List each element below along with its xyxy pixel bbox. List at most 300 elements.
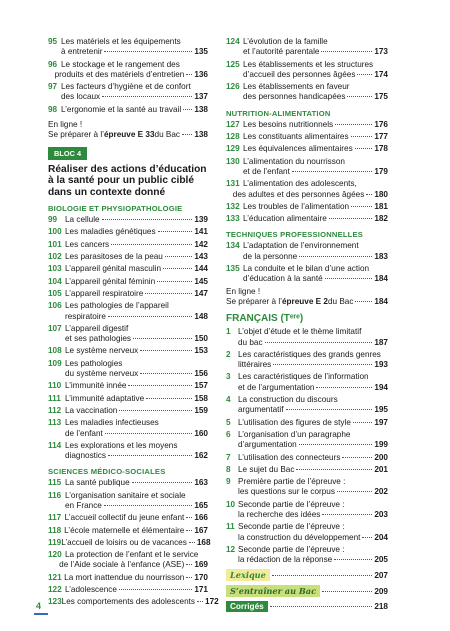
francais-sup: (Tᵉʳᵉ) bbox=[280, 313, 304, 325]
toc-entry-page: 174 bbox=[374, 69, 388, 79]
toc-entry-line bbox=[226, 440, 388, 450]
dot-leader bbox=[335, 124, 372, 125]
toc-entry[interactable] bbox=[226, 430, 388, 451]
toc-entry-line bbox=[48, 418, 208, 428]
toc-entry-page: 170 bbox=[194, 572, 208, 582]
toc-entry-page: 169 bbox=[194, 560, 208, 570]
toc-entry-title: Les équivalences alimentaires bbox=[243, 144, 353, 154]
toc-entry-title: L’adolescence bbox=[65, 585, 117, 595]
dot-leader bbox=[146, 398, 192, 399]
toc-entry-number: 130 bbox=[226, 156, 240, 166]
dot-leader bbox=[351, 206, 372, 207]
toc-entry-page: 136 bbox=[194, 69, 208, 79]
bloc-title: Réaliser des actions d’éducation à la santé pour un public ciblé dans un contexte donné bbox=[48, 163, 207, 198]
toc-entry[interactable] bbox=[48, 60, 208, 81]
toc-entry-title: Les troubles de l’alimentation bbox=[243, 201, 350, 211]
toc-entry-title: Les matériels et les équipements bbox=[61, 37, 181, 46]
toc-entry-page: 141 bbox=[194, 227, 208, 237]
toc-entry-number: 3 bbox=[226, 372, 231, 382]
dot-leader bbox=[299, 444, 373, 445]
toc-entry-page: 158 bbox=[194, 393, 208, 403]
dot-leader bbox=[183, 109, 192, 110]
toc-entry[interactable] bbox=[48, 289, 208, 299]
toc-entry-page: 143 bbox=[194, 252, 208, 262]
toc-entry-page: 207 bbox=[374, 571, 388, 581]
toc-entry-line bbox=[48, 47, 208, 57]
toc-entry-number: 9 bbox=[226, 477, 231, 487]
toc-entry-page: 166 bbox=[194, 513, 208, 523]
toc-entry[interactable] bbox=[226, 214, 388, 224]
toc-entry-line bbox=[226, 405, 388, 415]
toc-entry-title: Les maladies génétiques bbox=[65, 227, 156, 237]
toc-entry[interactable] bbox=[48, 381, 208, 391]
toc-entry-line bbox=[48, 537, 211, 548]
dot-leader bbox=[140, 350, 192, 351]
toc-entry-line bbox=[226, 202, 388, 212]
toc-entry-number: 116 bbox=[48, 490, 62, 500]
toc-entry-page: 197 bbox=[374, 417, 388, 427]
toc-entry-page: 176 bbox=[374, 119, 388, 129]
toc-entry-number: 8 bbox=[226, 464, 231, 474]
toc-group-social-cont bbox=[226, 37, 388, 103]
toc-entry[interactable] bbox=[226, 395, 388, 416]
toc-entry-title: L’ergonomie et la santé au travail bbox=[61, 104, 182, 114]
dot-leader bbox=[329, 218, 373, 219]
toc-entry-page: 193 bbox=[374, 360, 388, 370]
toc-entry-title: en France bbox=[65, 501, 102, 510]
toc-entry-title: Les pathologies de l’appareil bbox=[65, 301, 169, 311]
dot-leader bbox=[140, 373, 192, 374]
toc-entry[interactable] bbox=[48, 277, 208, 287]
toc-entry[interactable] bbox=[48, 324, 208, 345]
dot-leader bbox=[186, 74, 192, 75]
toc-entry[interactable] bbox=[226, 60, 388, 81]
toc-entry[interactable] bbox=[48, 105, 208, 115]
dot-leader bbox=[355, 148, 373, 149]
toc-entry-title: Seconde partie de l’épreuve : bbox=[238, 544, 345, 554]
toc-entry[interactable] bbox=[48, 359, 208, 380]
toc-entry-line bbox=[226, 264, 388, 274]
toc-entry[interactable] bbox=[48, 301, 208, 322]
toc-entry-title: d’éducation à la santé bbox=[243, 274, 323, 284]
toc-entry-page: 209 bbox=[374, 587, 388, 597]
toc-entry-title: L’immunité innée bbox=[65, 381, 127, 391]
toc-entry-page: 139 bbox=[194, 215, 208, 225]
toc-entry-line bbox=[48, 394, 208, 404]
toc-entry-line bbox=[48, 82, 208, 92]
toc-entry-line bbox=[226, 338, 388, 348]
dot-leader bbox=[111, 244, 192, 245]
online-line1: En ligne ! bbox=[226, 286, 261, 296]
dot-leader bbox=[158, 231, 193, 232]
toc-entry-line bbox=[226, 500, 388, 510]
toc-entry[interactable] bbox=[226, 522, 388, 543]
online-page: 184 bbox=[374, 296, 388, 306]
toc-extra-entry[interactable] bbox=[226, 601, 388, 612]
dot-leader bbox=[102, 96, 192, 97]
toc-entry[interactable] bbox=[48, 526, 208, 536]
dot-leader bbox=[119, 410, 192, 411]
toc-entry-title: des personnes handicapées bbox=[243, 92, 346, 102]
toc-entry-title: L’organisation sanitaire et sociale bbox=[65, 490, 186, 500]
dot-leader bbox=[325, 278, 373, 279]
toc-entry-page: 135 bbox=[194, 47, 208, 57]
dot-leader bbox=[104, 505, 192, 506]
dot-leader bbox=[132, 482, 193, 483]
toc-entry-title: L’appareil respiratoire bbox=[65, 288, 144, 298]
toc-entry[interactable] bbox=[226, 120, 388, 130]
toc-entry-number: 135 bbox=[226, 264, 240, 274]
toc-entry-page: 181 bbox=[374, 201, 388, 211]
toc-entry-number: 98 bbox=[48, 104, 58, 114]
toc-entry[interactable] bbox=[48, 394, 208, 404]
toc-entry-page: 178 bbox=[374, 144, 388, 154]
section-title-biologie: BIOLOGIE ET PHYSIOPATHOLOGIE bbox=[48, 204, 183, 214]
toc-entry-title: L’accueil collectif du jeune enfant bbox=[64, 513, 185, 523]
toc-entry-number: 111 bbox=[48, 393, 61, 403]
toc-entry-line bbox=[48, 597, 219, 607]
toc-entry-line bbox=[48, 429, 208, 439]
toc-entry[interactable] bbox=[226, 132, 388, 142]
tag-corriges: Corrigés bbox=[226, 601, 268, 612]
toc-entry-title: de l’enfant bbox=[65, 428, 103, 438]
dot-leader bbox=[105, 433, 193, 434]
toc-left-column bbox=[48, 37, 219, 610]
toc-entry-page: 200 bbox=[374, 452, 388, 462]
toc-entry-line bbox=[48, 451, 208, 461]
toc-entry[interactable] bbox=[226, 37, 388, 58]
toc-entry-title: la recherche des idées bbox=[238, 509, 321, 519]
toc-entry-number: 134 bbox=[226, 241, 240, 251]
toc-entry-page: 145 bbox=[194, 276, 208, 286]
toc-entry-line bbox=[226, 430, 388, 440]
section-title-techniques: TECHNIQUES PROFESSIONNELLES bbox=[226, 230, 364, 240]
toc-entry[interactable] bbox=[48, 227, 208, 237]
toc-entry-number: 7 bbox=[226, 452, 231, 462]
dot-leader bbox=[272, 575, 372, 576]
toc-entry-title: littéraires bbox=[238, 360, 272, 370]
toc-entry-line bbox=[226, 82, 388, 92]
toc-entry-line bbox=[226, 214, 388, 224]
dot-leader bbox=[321, 51, 372, 52]
dot-leader bbox=[316, 387, 372, 388]
toc-entry-page: 204 bbox=[374, 532, 388, 542]
toc-entry-page: 165 bbox=[194, 501, 208, 510]
toc-entry-number: 108 bbox=[48, 346, 62, 356]
toc-entry-title: L’école maternelle et élémentaire bbox=[64, 525, 185, 535]
toc-entry-number: 126 bbox=[226, 82, 240, 92]
online-page: 138 bbox=[194, 130, 208, 140]
toc-entry-title: La protection de l’enfant et le service bbox=[65, 550, 199, 560]
toc-entry-line bbox=[48, 406, 208, 416]
toc-entry-title: du système nerveux bbox=[65, 369, 139, 379]
toc-entry-number: 6 bbox=[226, 429, 231, 439]
toc-entry-title: les questions sur le corpus bbox=[238, 487, 335, 497]
toc-entry[interactable] bbox=[48, 418, 208, 439]
toc-entry-line bbox=[226, 395, 388, 405]
toc-entry-title: Les établissements en faveur bbox=[243, 82, 350, 92]
dot-leader bbox=[270, 606, 373, 607]
toc-entry-line bbox=[226, 545, 388, 555]
toc-entry[interactable] bbox=[48, 491, 208, 512]
toc-entry[interactable] bbox=[226, 350, 388, 371]
toc-entry-number: 114 bbox=[48, 440, 62, 450]
toc-entry[interactable] bbox=[48, 240, 208, 250]
toc-entry-line bbox=[226, 372, 388, 382]
toc-entry[interactable] bbox=[48, 537, 211, 548]
toc-entry-number: 95 bbox=[48, 37, 58, 46]
toc-entry[interactable] bbox=[226, 465, 388, 475]
toc-entry-number: 101 bbox=[48, 239, 62, 249]
toc-entry-title: et de l’enfant bbox=[243, 166, 290, 176]
dot-leader bbox=[342, 457, 372, 458]
toc-entry-line bbox=[226, 167, 388, 177]
toc-entry-title: La mort inattendue du nourrisson bbox=[64, 572, 185, 582]
toc-entry[interactable] bbox=[226, 477, 388, 498]
toc-entry[interactable] bbox=[226, 241, 388, 262]
toc-entry[interactable] bbox=[48, 252, 208, 262]
toc-entry-number: 103 bbox=[48, 264, 62, 274]
toc-entry[interactable] bbox=[48, 597, 219, 607]
toc-entry-title: d’accueil des personnes âgées bbox=[243, 69, 356, 79]
toc-entry-line bbox=[226, 47, 388, 57]
toc-group-sciences bbox=[48, 478, 219, 607]
toc-entry-line bbox=[226, 360, 388, 370]
toc-entry-title: de l’Aide sociale à l’enfance (ASE) bbox=[59, 560, 185, 570]
toc-entry-line bbox=[226, 252, 388, 262]
toc-entry-page: 182 bbox=[374, 214, 388, 224]
dot-leader bbox=[286, 409, 373, 410]
toc-entry[interactable] bbox=[226, 179, 388, 200]
toc-entry-title: des adultes et des personnes âgées bbox=[232, 189, 365, 199]
toc-entry-number: 119 bbox=[48, 537, 62, 547]
toc-entry-title: Les constituants alimentaires bbox=[243, 132, 349, 142]
toc-entry-number: 124 bbox=[226, 37, 240, 46]
toc-entry-page: 171 bbox=[194, 585, 208, 595]
toc-entry-number: 113 bbox=[48, 418, 62, 428]
toc-entry-line bbox=[48, 478, 208, 488]
toc-entry-line bbox=[48, 215, 208, 225]
toc-entry-number: 10 bbox=[226, 499, 236, 509]
online-suffix: du Bac bbox=[154, 130, 181, 140]
toc-entry-page: 167 bbox=[194, 525, 208, 535]
dot-leader bbox=[197, 601, 203, 602]
online-bold: épreuve E 33 bbox=[103, 130, 155, 140]
toc-entry[interactable] bbox=[48, 513, 208, 523]
section-title-nutrition: NUTRITION-ALIMENTATION bbox=[226, 108, 331, 118]
toc-entry[interactable] bbox=[48, 37, 208, 58]
toc-entry-page: 175 bbox=[374, 92, 388, 102]
toc-entry-title: La vaccination bbox=[65, 405, 118, 415]
toc-entry-title: L’évolution de la famille bbox=[243, 37, 328, 46]
tag-lexique: Lexique bbox=[226, 569, 270, 581]
toc-entry-line bbox=[48, 70, 208, 80]
toc-entry-page: 180 bbox=[374, 189, 388, 199]
toc-entry[interactable] bbox=[226, 144, 388, 154]
toc-entry-line bbox=[48, 369, 208, 379]
toc-entry-page: 203 bbox=[374, 509, 388, 519]
toc-entry[interactable] bbox=[48, 264, 208, 274]
toc-entry-title: Les caractéristiques des grands genres bbox=[238, 349, 381, 359]
toc-entry-line bbox=[48, 441, 208, 451]
dot-leader bbox=[104, 51, 192, 52]
toc-entry-title: Première partie de l’épreuve : bbox=[238, 477, 346, 487]
dot-leader bbox=[145, 293, 192, 294]
dot-leader bbox=[182, 134, 192, 135]
toc-entry-line bbox=[48, 240, 208, 250]
toc-entry-number: 99 bbox=[48, 215, 58, 225]
toc-entry-number: 120 bbox=[48, 550, 62, 560]
bloc-badge: BLOC 4 bbox=[48, 147, 87, 160]
toc-entry-line bbox=[226, 510, 388, 520]
section-title-sciences: SCIENCES MÉDICO-SOCIALES bbox=[48, 467, 166, 477]
online-suffix: du Bac bbox=[327, 296, 354, 306]
dot-leader bbox=[357, 74, 372, 75]
dot-leader bbox=[157, 281, 192, 282]
toc-entry-title: Les facteurs d’hygiène et de confort bbox=[61, 82, 191, 92]
toc-entry-page: 144 bbox=[194, 264, 208, 274]
online-bold: épreuve E 2 bbox=[281, 296, 328, 306]
toc-entry-title: L’appareil génital masculin bbox=[65, 264, 162, 274]
toc-entry-page: 194 bbox=[374, 382, 388, 392]
section-title-francais bbox=[226, 313, 388, 324]
dot-leader bbox=[355, 301, 372, 302]
toc-entry-line bbox=[48, 301, 208, 311]
toc-entry[interactable] bbox=[48, 82, 208, 103]
toc-entry-line bbox=[226, 477, 388, 487]
toc-entry-title: Seconde partie de l’épreuve : bbox=[238, 522, 345, 532]
toc-entry-line bbox=[226, 120, 388, 130]
online-prefix: Se préparer à l’ bbox=[48, 130, 104, 140]
toc-entry-line bbox=[226, 60, 388, 70]
toc-entry-line bbox=[226, 179, 388, 189]
online-prep-e33[interactable] bbox=[48, 120, 208, 141]
toc-entry-title: L’adaptation de l’environnement bbox=[243, 241, 359, 251]
dot-leader bbox=[265, 342, 373, 343]
toc-entry-line bbox=[48, 105, 208, 115]
toc-entry-title: Les maladies infectieuses bbox=[65, 418, 159, 428]
toc-entry-page: 137 bbox=[194, 92, 208, 102]
toc-entry-title: L’éducation alimentaire bbox=[243, 214, 327, 224]
toc-entry-number: 106 bbox=[48, 301, 62, 311]
toc-entry-line bbox=[226, 37, 388, 47]
toc-entry[interactable] bbox=[48, 441, 208, 462]
toc-entry-line bbox=[226, 533, 388, 543]
toc-entry[interactable] bbox=[48, 478, 208, 488]
toc-entry[interactable] bbox=[48, 406, 208, 416]
toc-entry-title: La cellule bbox=[65, 215, 100, 225]
toc-entry[interactable] bbox=[226, 264, 388, 285]
toc-entry-title: Le système nerveux bbox=[65, 346, 139, 356]
dot-leader bbox=[189, 542, 195, 543]
toc-entry-page: 160 bbox=[194, 428, 208, 438]
toc-entry-number: 129 bbox=[226, 144, 240, 154]
dot-leader bbox=[322, 591, 372, 592]
toc-entry[interactable] bbox=[48, 573, 208, 583]
dot-leader bbox=[119, 589, 192, 590]
toc-entry-line bbox=[226, 144, 388, 154]
toc-entry[interactable] bbox=[226, 82, 388, 103]
toc-entry-title: Les pathologies bbox=[65, 358, 123, 368]
toc-entry-line bbox=[48, 550, 208, 560]
toc-entry-title: Les besoins nutritionnels bbox=[243, 119, 334, 129]
toc-extra-entry[interactable] bbox=[226, 569, 388, 581]
dot-leader bbox=[186, 517, 192, 518]
toc-entry-number: 110 bbox=[48, 381, 62, 391]
toc-entry-line bbox=[48, 585, 208, 595]
toc-entry[interactable] bbox=[48, 550, 208, 571]
dot-leader bbox=[334, 559, 372, 560]
toc-entry-title: L’utilisation des figures de style bbox=[238, 417, 351, 427]
dot-leader bbox=[292, 171, 372, 172]
toc-entry-page: 184 bbox=[374, 274, 388, 284]
toc-group-nutrition bbox=[226, 120, 388, 225]
toc-entry-title: L’accueil de loisirs ou de vacances bbox=[61, 537, 187, 547]
toc-entry[interactable] bbox=[226, 453, 388, 463]
toc-entry-number: 12 bbox=[226, 544, 236, 554]
toc-entry-line bbox=[226, 157, 388, 167]
toc-entry-line bbox=[48, 227, 208, 237]
toc-entry-title: à entretenir bbox=[61, 47, 103, 57]
toc-entry-page: 142 bbox=[194, 239, 208, 249]
toc-entry-title: produits et des matériels d’entretien bbox=[54, 69, 185, 79]
toc-entry-number: 128 bbox=[226, 132, 240, 142]
toc-entry-number: 121 bbox=[48, 572, 62, 582]
online-row bbox=[48, 130, 208, 140]
toc-entry-title: Les cancers bbox=[65, 239, 110, 249]
dot-leader bbox=[165, 256, 192, 257]
toc-entry-line bbox=[226, 465, 388, 475]
toc-entry-page: 201 bbox=[374, 464, 388, 474]
toc-entry-line bbox=[48, 92, 208, 102]
toc-entry-title: La conduite et le bilan d’une action bbox=[243, 264, 370, 274]
toc-entry-page: 163 bbox=[194, 478, 208, 488]
toc-entry-number: 96 bbox=[48, 59, 58, 69]
toc-extra-entry[interactable] bbox=[226, 585, 388, 597]
toc-entry[interactable] bbox=[226, 202, 388, 212]
toc-entry[interactable] bbox=[226, 157, 388, 178]
dot-leader bbox=[337, 491, 372, 492]
toc-entry[interactable] bbox=[226, 545, 388, 566]
toc-entry[interactable] bbox=[48, 585, 208, 595]
dot-leader bbox=[353, 422, 372, 423]
toc-entry-page: 202 bbox=[374, 487, 388, 497]
dot-leader bbox=[133, 338, 192, 339]
toc-entry[interactable] bbox=[226, 327, 388, 348]
toc-entry-line bbox=[48, 334, 208, 344]
online-prep-e2[interactable] bbox=[226, 287, 388, 308]
dot-leader bbox=[351, 136, 373, 137]
toc-entry[interactable] bbox=[48, 215, 208, 225]
toc-entry-page: 148 bbox=[194, 311, 208, 321]
toc-entry-line bbox=[48, 346, 208, 356]
toc-entry-page: 177 bbox=[374, 132, 388, 142]
toc-entry-line bbox=[48, 491, 208, 501]
toc-entry[interactable] bbox=[226, 372, 388, 393]
toc-entry-number: 123 bbox=[48, 597, 62, 607]
toc-entry[interactable] bbox=[48, 346, 208, 356]
page-number: 4 bbox=[36, 601, 42, 611]
toc-entry-title: du bac bbox=[238, 337, 263, 347]
toc-entry-page: 179 bbox=[374, 166, 388, 176]
toc-entry[interactable] bbox=[226, 500, 388, 521]
toc-entry-page: 195 bbox=[374, 405, 388, 415]
toc-entry[interactable] bbox=[226, 418, 388, 428]
toc-entry-title: L’appareil digestif bbox=[65, 323, 129, 333]
toc-entry-page: 162 bbox=[194, 451, 208, 461]
toc-entry-number: 115 bbox=[48, 478, 62, 488]
toc-entry-number: 127 bbox=[226, 119, 240, 129]
